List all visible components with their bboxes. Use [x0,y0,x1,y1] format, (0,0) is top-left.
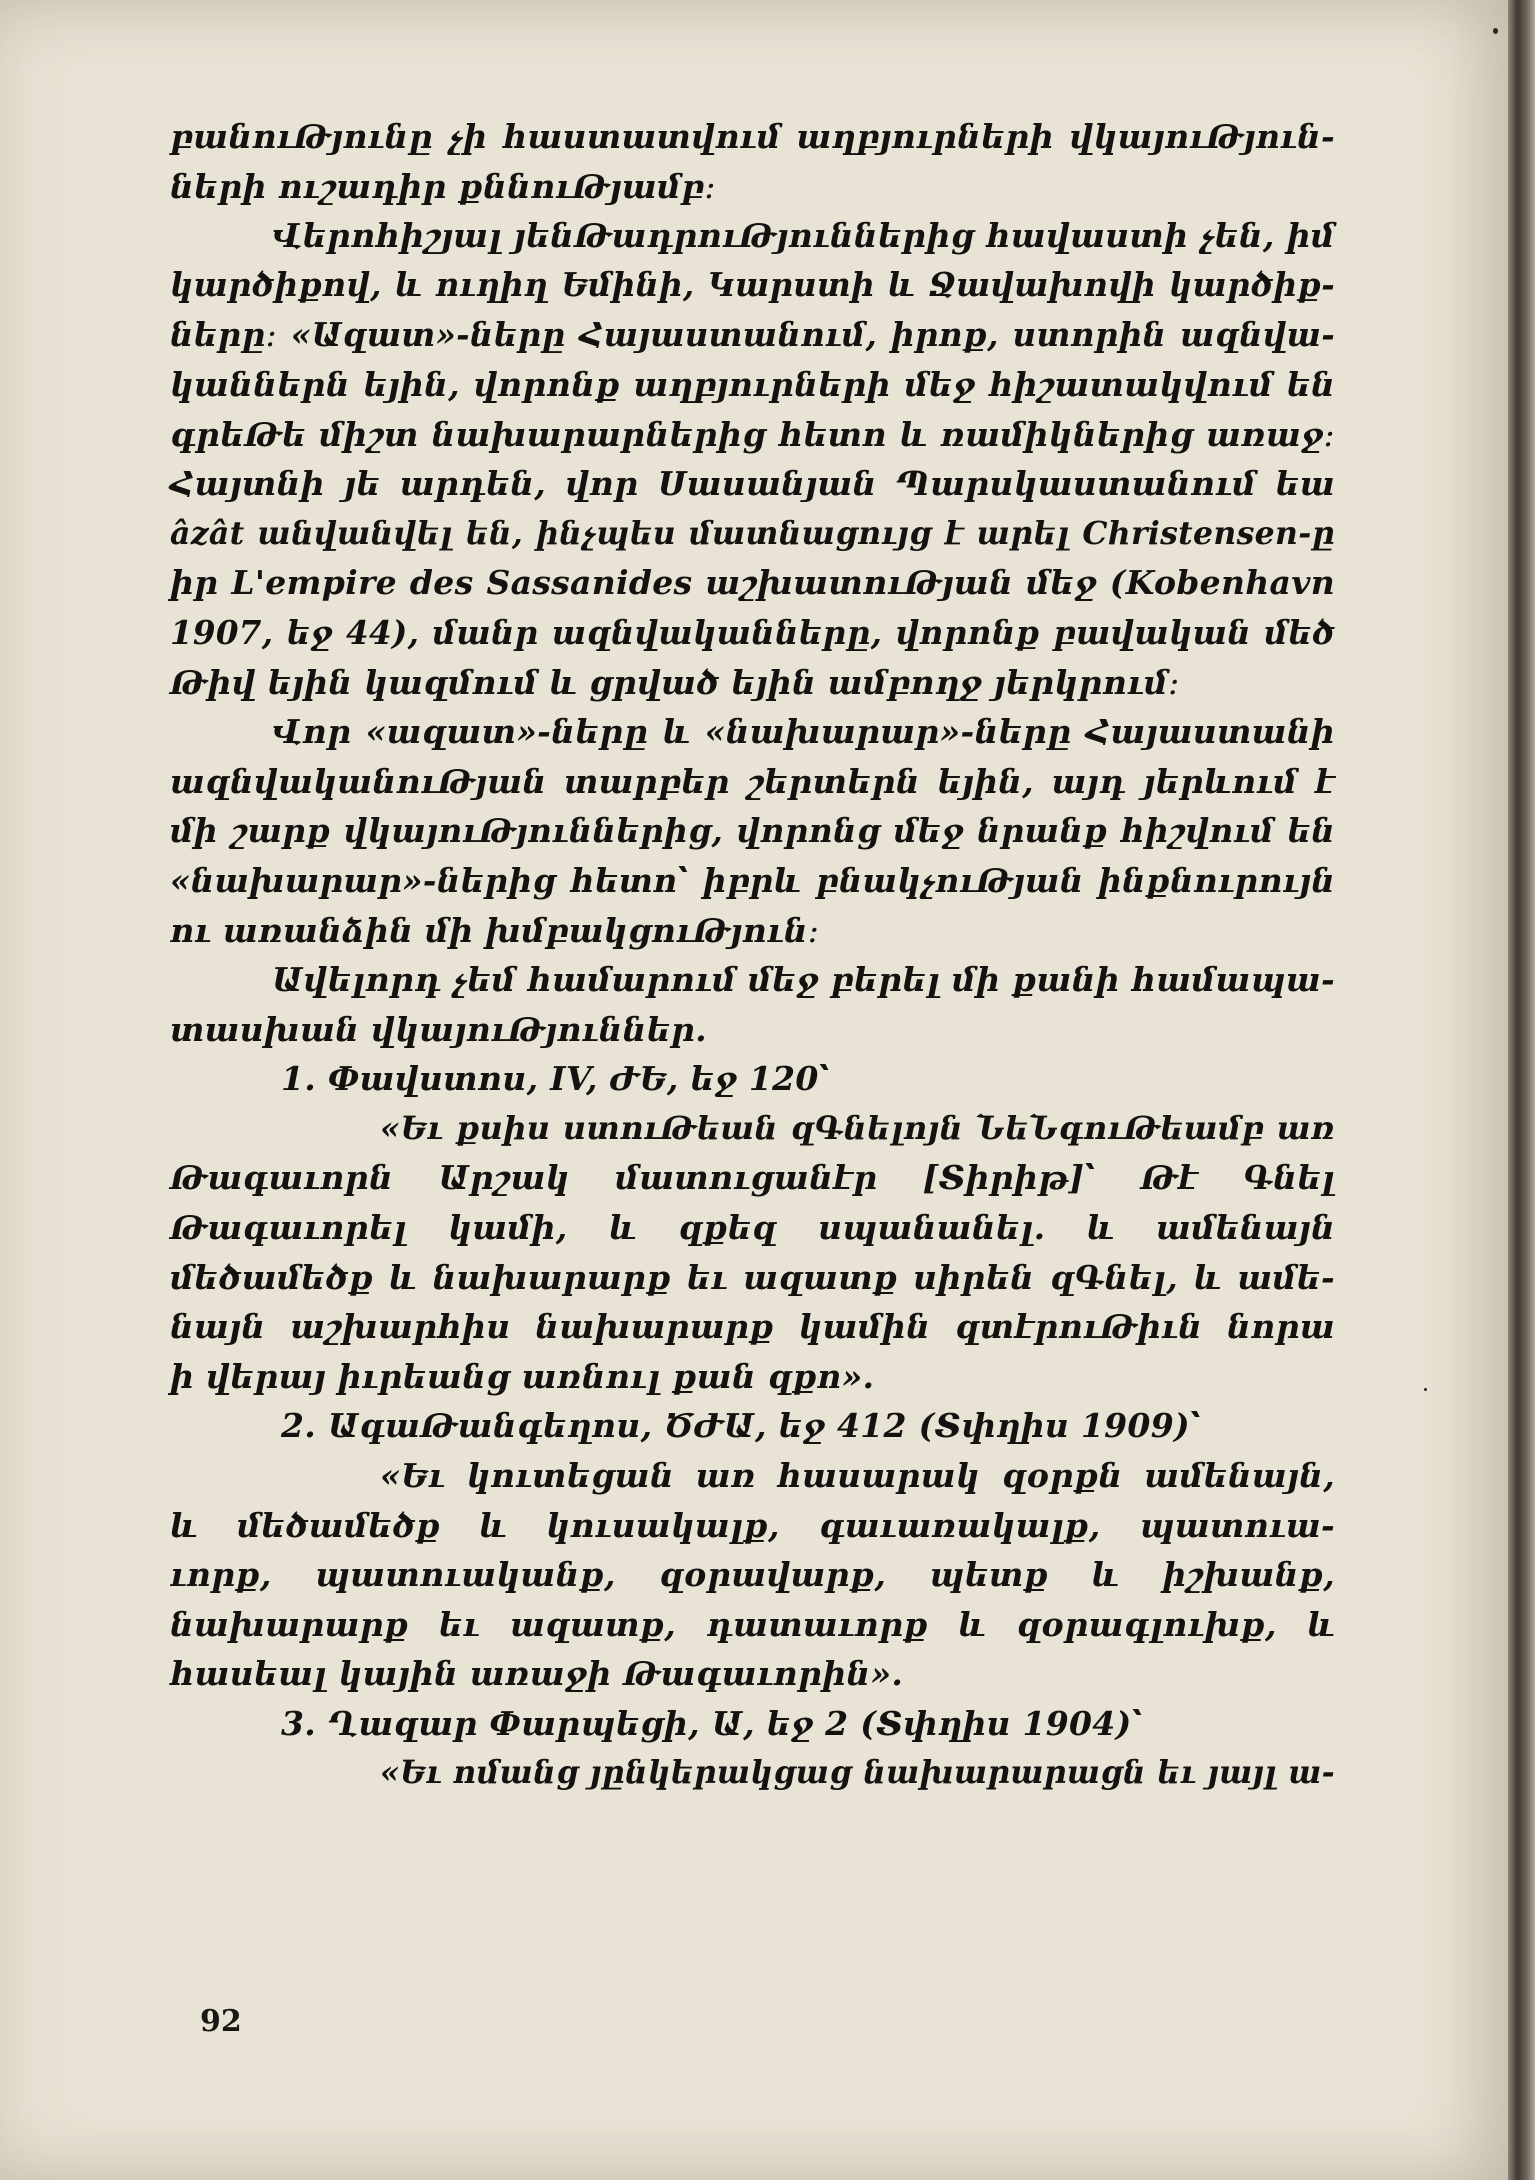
list-item-heading: 1. Փավստոս, IV, ԺԵ, եջ 120՝ [281,1059,830,1099]
text-line: Թիվ եյին կազմում և ցրված եյին ամբողջ յերկրում։ [170,662,1180,702]
quote-line: Թագաւորն Արշակ մատուցանէր [Տիրիթ]՝ Թէ Գնել [170,1158,1335,1198]
text-line: Վոր «ազատ»-ները և «նախարար»-ները Հայաստանի [272,712,1335,752]
quote-line: և մեծամեծք և կուսակալք, գաւառակալք, պատուա- [170,1505,1335,1545]
quote-line: Թագաւորել կամի, և զքեզ սպանանել. և ամենայն [170,1208,1335,1248]
text-line: ները։ «Ազատ»-ները Հայաստանում, իրոք, ստորին ազնվա- [170,315,1335,355]
list-item-heading: 2. ԱգաԹանգեղոս, ԾԺԱ, եջ 412 (Տփղիս 1909)՝ [281,1406,1201,1446]
quote-line: հասեալ կային առաջի Թագաւորին»․ [170,1654,904,1694]
text-line: âzât անվանվել են, ինչպես մատնացույց է արել Christensen-ը [170,514,1335,552]
quote-line: մեծամեծք և նախարարք եւ ազատք սիրեն զԳնել, և ամե- [170,1257,1335,1297]
list-item-heading: 3. Ղազար Փարպեցի, Ա, եջ 2 (Տփղիս 1904)՝ [281,1704,1143,1743]
quote-line: «Եւ կուտեցան առ հասարակ զօրքն ամենայն, [380,1456,1335,1496]
text-line: ու առանձին մի խմբակցուԹյուն։ [170,910,820,950]
quote-line: նախարարք եւ ազատք, դատաւորք և զօրագլուխք, և [170,1604,1335,1644]
text-line: 1907, եջ 44), մանր ազնվականները, վորոնք բավական մեծ [170,612,1335,652]
text-line: «նախարար»-ներից հետո՝ իբրև բնակչուԹյան ինքնուրույն [170,860,1335,900]
text-line: բանուԹյունը չի հաստատվում աղբյուրների վկայուԹյուն- [170,117,1335,156]
book-spine-shadow [1508,0,1535,2180]
text-line: Ավելորդ չեմ համարում մեջ բերել մի քանի համապա- [272,960,1335,1000]
page-body [170,112,1335,1798]
quote-line: «Եւ ոմանց յընկերակցաց նախարարացն եւ յայլ ա- [380,1754,1335,1791]
text-line: մի շարք վկայուԹյուններից, վորոնց մեջ նրանք հիշվում են [170,811,1335,851]
quote-line: «Եւ քսիս ստուԹեան զԳնելոյն ՆեՆգուԹեամբ առ [380,1108,1335,1147]
paper-speck [1493,28,1498,34]
text-line: Հայտնի յե արդեն, վոր Սասանյան Պարսկաստանում եա [170,464,1335,504]
text-line: կարծիքով, և ուղիղ Եմինի, Կարստի և Ջավախովի կարծիք- [170,265,1335,304]
text-line: կաններն եյին, վորոնք աղբյուրների մեջ հիշատակվում են [170,364,1335,404]
quote-line: նայն աշխարհիս նախարարք կամին զտէրուԹիւն նորա [170,1307,1335,1347]
quote-line: ի վերայ իւրեանց առնուլ քան զքո»․ [170,1356,875,1396]
text-line: ների ուշադիր քննուԹյամբ։ [170,166,716,206]
text-line: Վերոհիշյալ յենԹադրուԹյուններից հավաստի չեն, իմ [272,216,1335,256]
paper-speck [1424,1388,1427,1391]
page-number: 92 [200,2004,242,2039]
quote-line: ւորք, պատուականք, զօրավարք, պետք և իշխանք, [170,1555,1335,1595]
text-line: իր L'empire des Sassanides աշխատուԹյան մեջ (Kobenhavn [170,563,1335,603]
text-line: ազնվականուԹյան տարբեր շերտերն եյին, այդ յերևում է [170,761,1335,801]
text-line: գրեԹե միշտ նախարարներից հետո և ռամիկներից առաջ։ [170,414,1335,454]
text-line: տասխան վկայուԹյուններ. [170,1009,707,1049]
